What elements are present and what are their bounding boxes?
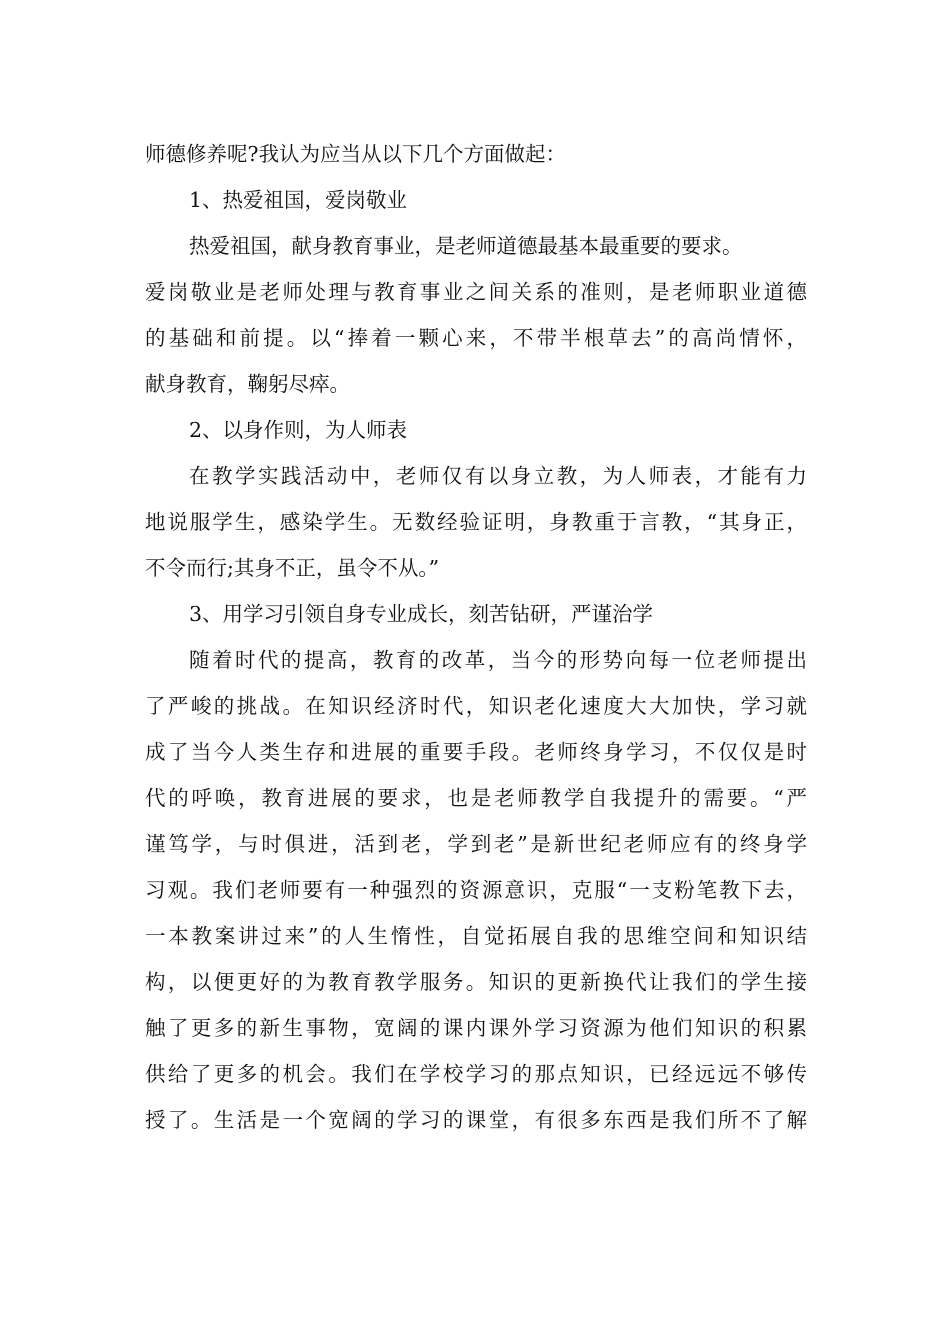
paragraph-line: 代的呼唤，教育进展的要求，也是老师教学自我提升的需要。“严: [145, 786, 807, 810]
paragraph-line: 一本教案讲过来”的人生惰性，自觉拓展自我的思维空间和知识结: [145, 924, 807, 948]
paragraph-line: 不令而行;其身不正，虽令不从。”: [145, 556, 440, 580]
section-heading: 2、以身作则，为人师表: [189, 418, 408, 442]
paragraph-line: 在教学实践活动中，老师仅有以身立教，为人师表，才能有力: [189, 464, 807, 488]
section-heading: 3、用学习引领自身专业成长，刻苦钻研，严谨治学: [189, 602, 654, 626]
paragraph-line: 习观。我们老师要有一种强烈的资源意识，克服“一支粉笔教下去，: [145, 878, 807, 902]
paragraph-line: 触了更多的新生事物，宽阔的课内课外学习资源为他们知识的积累: [145, 1016, 807, 1040]
document-body: [145, 131, 815, 1143]
paragraph-line: 谨笃学，与时俱进，活到老，学到老”是新世纪老师应有的终身学: [145, 832, 807, 856]
section-heading: 1、热爱祖国，爱岗敬业: [189, 188, 408, 212]
paragraph-line: 构，以便更好的为教育教学服务。知识的更新换代让我们的学生接: [145, 970, 807, 994]
paragraph-line: 师德修养呢?我认为应当从以下几个方面做起：: [145, 142, 566, 166]
paragraph-line: 地说服学生，感染学生。无数经验证明，身教重于言教，“其身正，: [145, 510, 807, 534]
paragraph-line: 的基础和前提。以“捧着一颗心来，不带半根草去”的高尚情怀，: [145, 326, 807, 350]
paragraph-line: 供给了更多的机会。我们在学校学习的那点知识，已经远远不够传: [145, 1062, 807, 1086]
paragraph-line: 爱岗敬业是老师处理与教育事业之间关系的准则，是老师职业道德: [145, 280, 807, 304]
paragraph-line: 成了当今人类生存和进展的重要手段。老师终身学习，不仅仅是时: [145, 740, 807, 764]
paragraph-line: 随着时代的提高，教育的改革，当今的形势向每一位老师提出: [189, 648, 807, 672]
paragraph-line: 热爱祖国，献身教育事业，是老师道德最基本最重要的要求。: [189, 234, 743, 258]
paragraph-line: 授了。生活是一个宽阔的学习的课堂，有很多东西是我们所不了解: [145, 1108, 807, 1132]
paragraph-line: 献身教育，鞠躬尽瘁。: [145, 372, 350, 396]
paragraph-line: 了严峻的挑战。在知识经济时代，知识老化速度大大加快，学习就: [145, 694, 807, 718]
